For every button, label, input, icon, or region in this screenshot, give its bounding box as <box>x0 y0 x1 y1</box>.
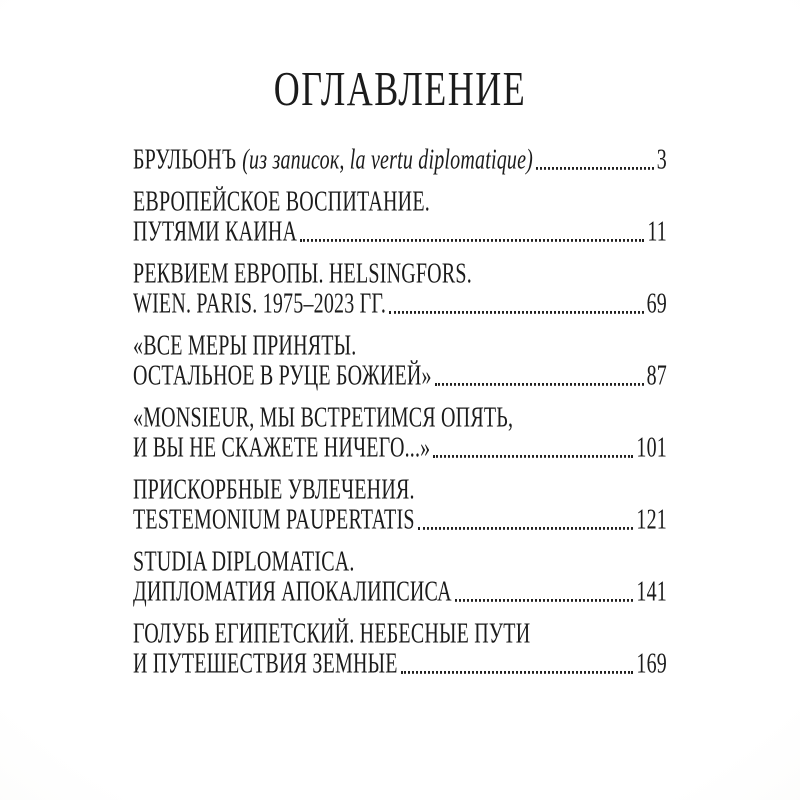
toc-entry-text: ЕВРОПЕЙСКОЕ ВОСПИТАНИЕ. <box>133 186 430 218</box>
toc-entry-text: ДИПЛОМАТИЯ АПОКАЛИПСИСА <box>133 576 452 608</box>
page-number: 11 <box>647 216 667 248</box>
dot-leader <box>415 499 635 541</box>
toc-entry <box>133 547 667 607</box>
toc-entry-text: РЕКВИЕМ ЕВРОПЫ. HELSINGFORS. <box>133 258 472 290</box>
toc-entry <box>133 187 667 247</box>
toc-entry <box>133 259 667 319</box>
dot-leader <box>432 355 645 397</box>
dot-leader <box>533 139 655 181</box>
page-title: ОГЛАВЛЕНИЕ <box>273 61 527 116</box>
dot-leader <box>297 211 645 253</box>
toc-entry-text: «MONSIEUR, МЫ ВСТРЕТИМСЯ ОПЯТЬ, <box>133 402 514 434</box>
toc-entry-text: И ПУТЕШЕСТВИЯ ЗЕМНЫЕ <box>133 648 398 680</box>
toc-entry-line <box>133 139 667 181</box>
toc-entry-text: И ВЫ НЕ СКАЖЕТЕ НИЧЕГО...» <box>133 432 431 464</box>
dot-leader <box>398 643 635 685</box>
page-number: 69 <box>646 288 667 320</box>
page-number: 101 <box>636 432 667 464</box>
dot-leader <box>386 283 644 325</box>
page-number: 141 <box>636 576 667 608</box>
page-number: 87 <box>646 360 667 392</box>
toc-entry-line <box>133 571 667 613</box>
toc-entry-text: ОСТАЛЬНОЕ В РУЦЕ БОЖИЕЙ» <box>133 360 432 392</box>
toc-entry-text: «ВСЕ МЕРЫ ПРИНЯТЫ. <box>133 330 357 362</box>
toc-entry <box>133 145 667 175</box>
toc-entry-text: TESTEMONIUM PAUPERTATIS <box>133 504 415 536</box>
toc-entry <box>133 619 667 679</box>
page-number: 169 <box>636 648 667 680</box>
toc-entry-text: STUDIA DIPLOMATICA. <box>133 546 355 578</box>
toc-entry-line <box>133 283 667 325</box>
toc-entry-line <box>133 499 667 541</box>
toc-entry-text: ГОЛУБЬ ЕГИПЕТСКИЙ. НЕБЕСНЫЕ ПУТИ <box>133 618 531 650</box>
toc-entry-line <box>133 643 667 685</box>
toc-entry-line <box>133 211 667 253</box>
toc-entry-text: WIEN. PARIS. 1975–2023 ГГ. <box>133 288 387 320</box>
toc-entry <box>133 475 667 535</box>
toc-list <box>133 145 667 679</box>
toc-entry-text: ПУТЯМИ КАИНА <box>133 216 298 248</box>
page-number: 3 <box>656 144 667 176</box>
dot-leader <box>452 571 635 613</box>
toc-entry-subtitle: (из записок, la vertu diplomatique) <box>242 144 534 176</box>
toc-entry <box>133 403 667 463</box>
page-number: 121 <box>636 504 667 536</box>
toc-entry-text: ПРИСКОРБНЫЕ УВЛЕЧЕНИЯ. <box>133 474 415 506</box>
dot-leader <box>430 427 634 469</box>
toc-entry-text: БРУЛЬОНЪ <box>133 144 237 176</box>
toc-entry <box>133 331 667 391</box>
toc-entry-line <box>133 427 667 469</box>
toc-entry-line <box>133 355 667 397</box>
